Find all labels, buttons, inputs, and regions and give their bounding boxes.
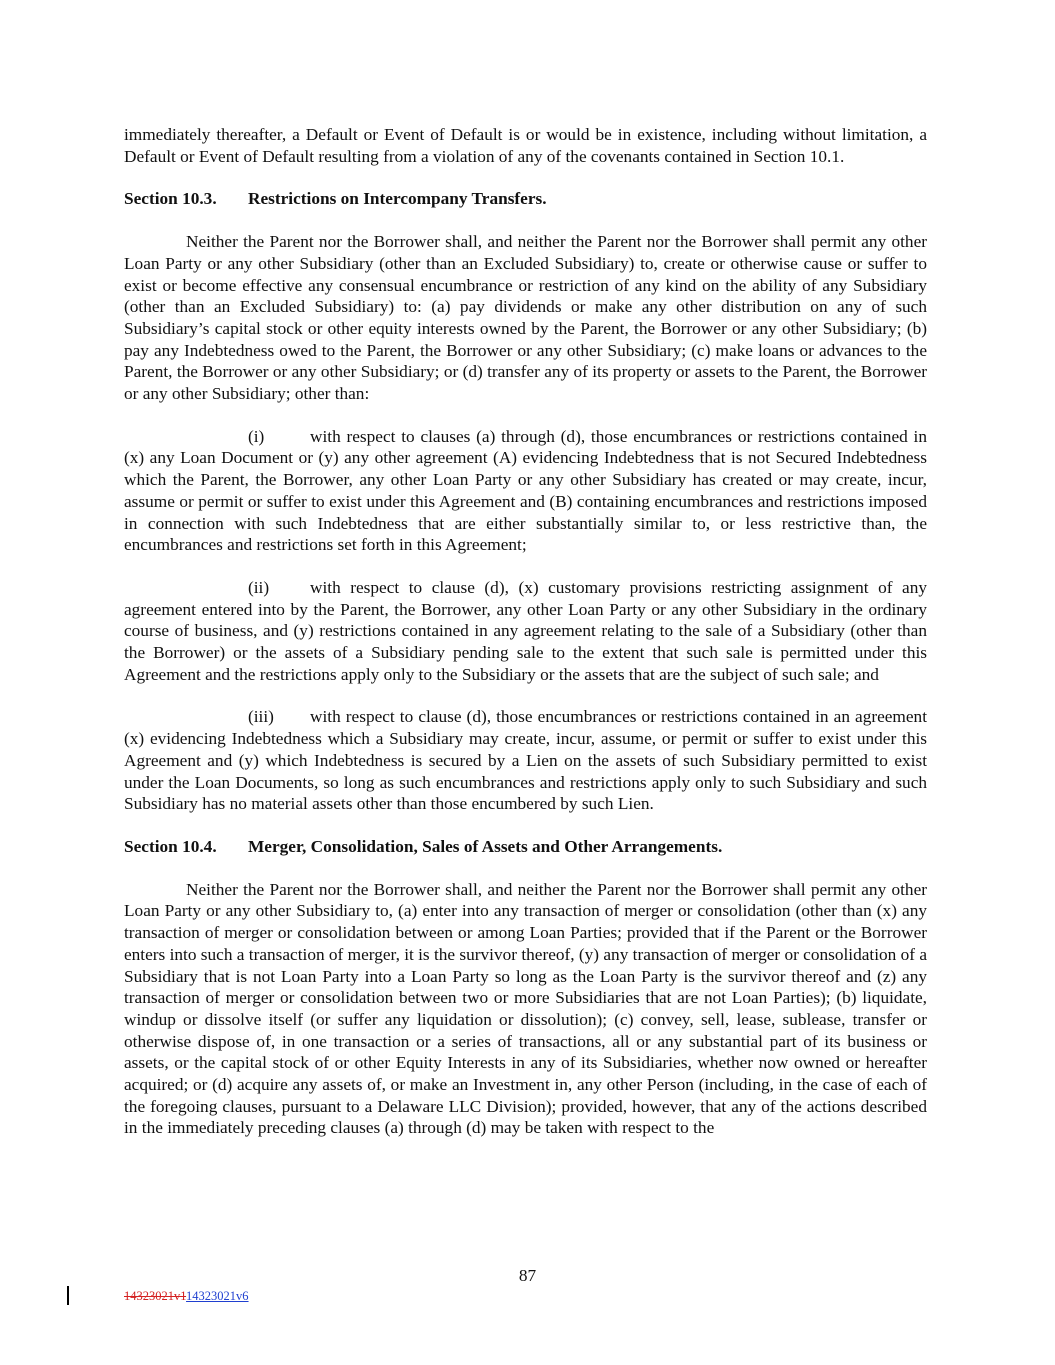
deleted-doc-id: 14323021v1: [124, 1289, 187, 1303]
section-title: Restrictions on Intercompany Transfers.: [248, 189, 547, 209]
clause-number: (iii): [248, 707, 274, 727]
document-page: [124, 124, 927, 1139]
change-bar: [67, 1286, 69, 1305]
section-number: Section 10.4.: [124, 836, 217, 856]
section-10-4-intro: Neither the Parent nor the Borrower shall, and neither the Parent nor the Borrower shall permit any other Loan Party or any other Subsidiary to, (a) enter into any transaction of merger or consolidation (other than (x) any transaction of merger or consolidation between or among Loan Parties; provided that if the Parent or the Borrower enters into such a transaction of merger, it is the survivor thereof, (y) any transaction of merger or consolidation of a Subsidiary that is not Loan Party into a Loan Party so long as the Loan Party is the survivor thereof and (z) any transaction of merger or consolidation between two or more Subsidiaries that are not Loan Parties); (b) liquidate, windup or dissolve itself (or suffer any liquidation or dissolution); (c) convey, sell, lease, sublease, transfer or otherwise dispose of, in one transaction or a series of transactions, all or any substantial part of its business or assets, or the capital stock of or other Equity Interests in any of its Subsidiaries, whether now owned or hereafter acquired; or (d) acquire any assets of, or make an Investment in, any other Person (including, in the case of each of the foregoing clauses, pursuant to a Delaware LLC Division); provided, however, that any of the actions described in the immediately preceding clauses (a) through (d) may be taken with respect to the: [124, 879, 927, 1138]
section-10-3-intro: Neither the Parent nor the Borrower shall, and neither the Parent nor the Borrower shall permit any other Loan Party or any other Subsidiary (other than an Excluded Subsidiary) to, create or otherwise cause or suffer to exist or become effective any consensual encumbrance or restriction of any kind on the ability of any Subsidiary (other than an Excluded Subsidiary) to: (a) pay dividends or make any other distribution on any of such Subsidiary’s capital stock or other equity interests owned by the Parent, the Borrower or any other Subsidiary; (b) pay any Indebtedness owed to the Parent, the Borrower or any other Subsidiary; (c) make loans or advances to the Parent, the Borrower or any other Subsidiary; or (d) transfer any of its property or assets to the Parent, the Borrower or any other Subsidiary; other than:: [124, 232, 927, 404]
section-title: Merger, Consolidation, Sales of Assets and Other Arrangements.: [248, 836, 723, 856]
clause-i: [124, 426, 927, 556]
section-10-4-heading: [124, 836, 927, 858]
inserted-doc-id: 14323021v6: [186, 1289, 249, 1303]
clause-text: with respect to clause (d), those encumbrances or restrictions contained in an agreement (x) evidencing Indebtedness which a Subsidiary may create, incur, assume, or permit or suffer to exist under this Agreement and (y) which Indebtedness is secured by a Lien on the assets of such Subsidiary permitted to exist under the Loan Documents, so long as such encumbrances and restrictions apply only to such Subsidiary and such Subsidiary has no material assets other than those encumbered by such Lien.: [124, 707, 927, 814]
clause-number: (ii): [248, 577, 270, 597]
document-id-footer: [124, 1289, 249, 1304]
clause-text: with respect to clause (d), (x) customary provisions restricting assignment of any agreement entered into by the Parent, the Borrower, any other Loan Party or any other Subsidiary in the ordinary course of business, and (y) restrictions contained in any agreement relating to the sale of a Subsidiary (other than the Borrower) or the assets of a Subsidiary pending sale to the extent that such sale is permitted under this Agreement and the restrictions apply only to the Subsidiary or the assets that are the subject of such sale; and: [124, 577, 927, 684]
clause-number: (i): [248, 426, 265, 446]
clause-ii: [124, 577, 927, 686]
continuation-paragraph: immediately thereafter, a Default or Event of Default is or would be in existence, including without limitation, a Default or Event of Default resulting from a violation of any of the covenants contained in Section 10.1.: [124, 125, 927, 166]
section-10-3-heading: [124, 188, 927, 210]
section-number: Section 10.3.: [124, 189, 217, 209]
clause-iii: [124, 706, 927, 815]
page-number: 87: [518, 1266, 537, 1285]
clause-text: with respect to clauses (a) through (d), those encumbrances or restrictions contained in (x) any Loan Document or (y) any other agreement (A) evidencing Indebtedness that is not Secured Indebtedness which the Parent, the Borrower, any other Loan Party or any other Subsidiary has created or may create, incur, assume or permit or suffer to exist under this Agreement and (B) containing encumbrances and restrictions imposed in connection with such Indebtedness that are either substantially similar to, or less restrictive than, the encumbrances and restrictions set forth in this Agreement;: [124, 426, 927, 555]
